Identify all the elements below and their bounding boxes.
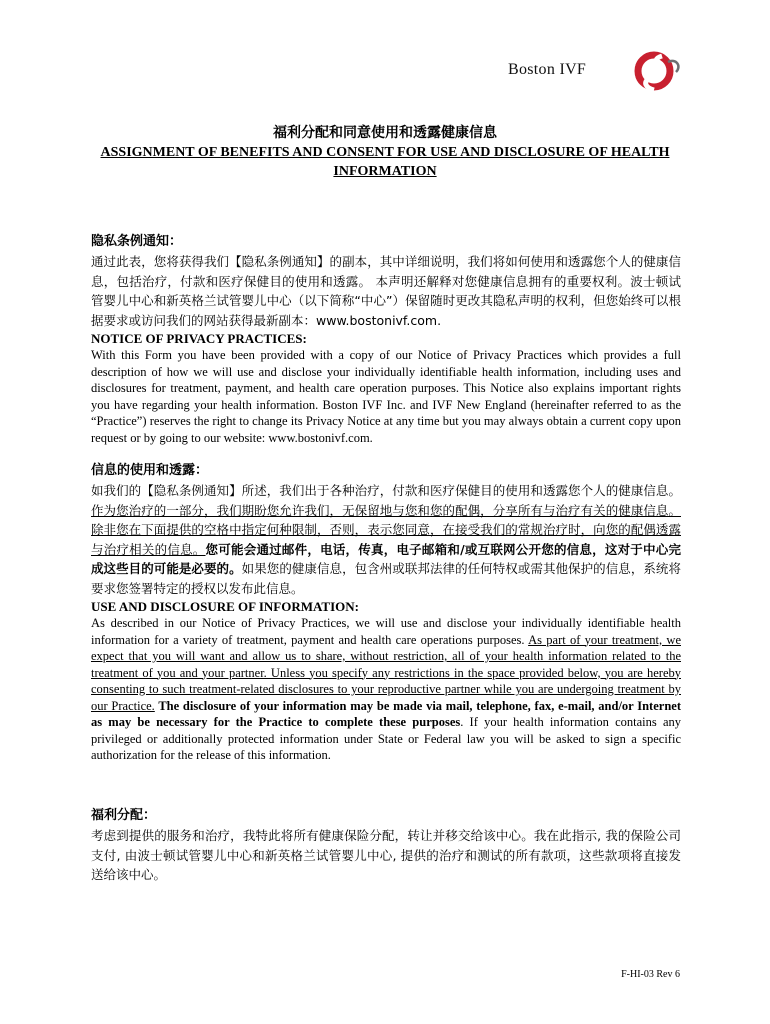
use-disclosure-section xyxy=(91,461,681,764)
privacy-text-zh: 通过此表，您将获得我们【隐私条例通知】的副本，其中详细说明，我们将如何使用和透露您个人的健康信息，包括治疗，付款和医疗保健目的使用和透露。 本声明还解释对您健康信息拥有的重要权利。波士顿试管婴儿中心和新英格兰试管婴儿中心（以下简称“中心”）保留随时更改其隐私声明的权利，但您始终可以根据要求或访问我们的网站获得最新副本：www.bostonivf.com. xyxy=(91,254,681,328)
use-text-zh-part1: 如我们的【隐私条例通知】所述，我们出于各种治疗，付款和医疗保健目的使用和透露您个人的健康信息。 xyxy=(91,483,681,498)
boston-ivf-emblem-icon xyxy=(628,48,684,94)
benefits-text-zh: 考虑到提供的服务和治疗，我特此将所有健康保险分配，转让并移交给该中心。我在此指示, 我的保险公司支付, 由波士顿试管婴儿中心和新英格兰试管婴儿中心, 提供的治疗和测试的所有款项，这些款项将直接发送给该中心。 xyxy=(91,828,681,882)
privacy-heading-zh: 隐私条例通知： xyxy=(91,234,183,249)
privacy-heading-en: NOTICE OF PRIVACY PRACTICES: xyxy=(91,331,307,346)
benefits-section xyxy=(91,806,681,885)
logo-name: Boston IVF xyxy=(508,61,587,78)
use-text-zh-part4: 如果您的健康信息，包含州或联邦法律的任何特权或需其他保护的信息，系统将要求您签署特定的授权以发布此信息。 xyxy=(91,561,681,596)
form-id: F-HI-03 Rev 6 xyxy=(621,969,680,980)
use-heading-en: USE AND DISCLOSURE OF INFORMATION: xyxy=(91,599,359,614)
benefits-heading-zh: 福利分配： xyxy=(91,808,157,823)
privacy-text-en: With this Form you have been provided with a copy of our Notice of Privacy Practices which provides a full description of how we will use and disclose your individually identifiable health information, including uses and disclosures for treatment, payment, and health care operation purposes. This Notice also explains important rights you have regarding your health information. Boston IVF Inc. and IVF New England (hereinafter referred to as the “Practice”) reserves the right to change its Privacy Notice at any time but you may always obtain a current copy upon request or by going to our website: www.bostonivf.com. xyxy=(91,348,681,445)
use-text-en-bold: The disclosure of your information may be made via mail, telephone, fax, e-mail, and/or Internet as may be necessary for the Practice to complete these purposes xyxy=(91,698,681,729)
use-text-zh-bold: 您可能会通过邮件，电话，传真，电子邮箱和/或互联网公开您的信息，这对于中心完成这些目的可能是必要的。 xyxy=(91,541,681,576)
use-text-en-part4: . If your health information contains any privileged or additionally protected information under State or Federal law you will be asked to sign a specific authorization for the release of this information. xyxy=(91,715,682,762)
title-chinese: 福利分配和同意使用和透露健康信息 xyxy=(273,125,497,141)
use-text-en-part1: As described in our Notice of Privacy Practices, we will use and disclose your individually identifiable health information for a variety of treatment, payment and health care operations purposes. xyxy=(91,616,681,647)
use-text-en xyxy=(91,615,681,764)
use-text-en-underlined: As part of your treatment, we expect that you will want and allow us to share, without restriction, all of your health information related to the treatment of you and your partner. Unless you specify any restrictions in the space provided below, you are hereby consenting to such treatment-related disclosures to your reproductive partner while you are undergoing treatment by our Practice. xyxy=(91,632,681,713)
use-heading-zh: 信息的使用和透露： xyxy=(91,463,209,478)
use-text-zh-underlined: 作为您治疗的一部分，我们期盼您允许我们，无保留地与您和您的配偶，分享所有与治疗有关的健康信息。 除非您在下面提供的空格中指定何种限制，否则，表示您同意，在接受我们的常规治疗时，向您的配偶透露与治疗相关的信息。 xyxy=(91,502,681,557)
privacy-section xyxy=(91,232,681,446)
title-english: ASSIGNMENT OF BENEFITS AND CONSENT FOR USE AND DISCLOSURE OF HEALTH INFORMATION xyxy=(100,145,670,179)
boston-ivf-logo xyxy=(503,48,703,94)
use-text-zh xyxy=(91,481,681,598)
